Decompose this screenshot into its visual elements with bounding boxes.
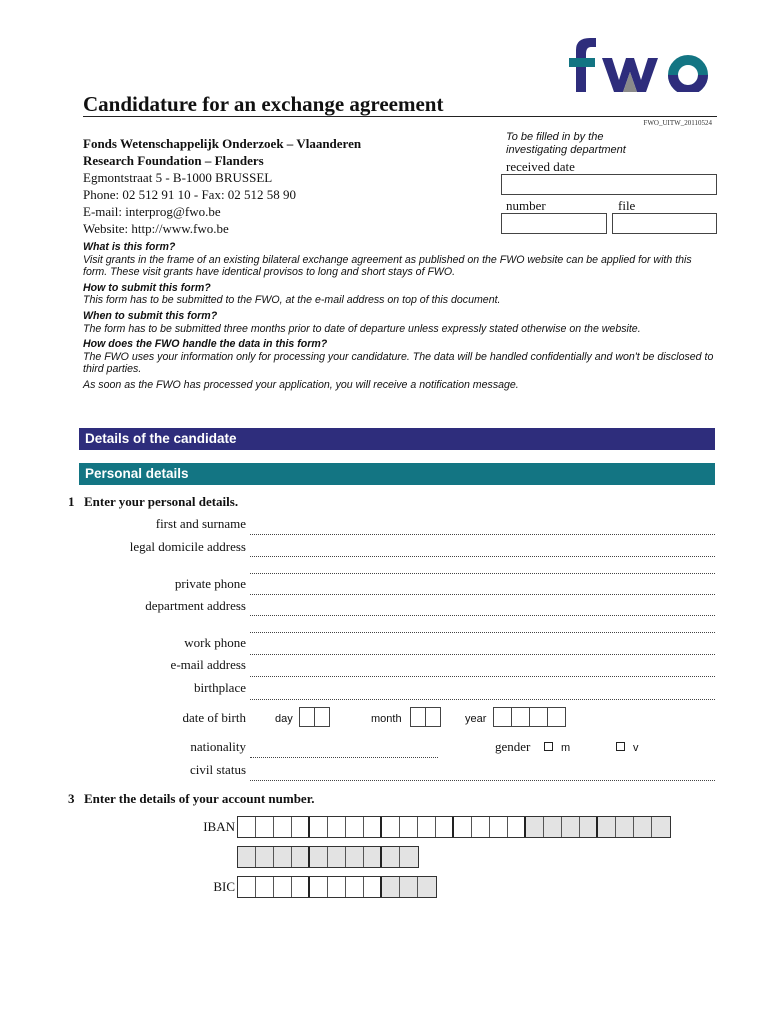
info-section [83, 241, 717, 392]
dob-cell[interactable] [299, 707, 315, 727]
iban-cell[interactable] [364, 847, 382, 867]
bic-cell[interactable] [418, 877, 436, 897]
fwo-logo [566, 34, 716, 92]
iban-cell[interactable] [400, 847, 418, 867]
iban-field[interactable] [237, 816, 671, 838]
org-phone-fax: Phone: 02 512 91 10 - Fax: 02 512 58 90 [83, 187, 297, 202]
form-code: FWO_UITW_20110524 [643, 119, 712, 127]
section-personal-header: Personal details [79, 463, 715, 485]
received-date-label: received date [506, 159, 575, 174]
bic-cell[interactable] [364, 877, 382, 897]
legal-address-field[interactable] [250, 556, 715, 557]
iban-cell[interactable] [364, 817, 382, 837]
iban-cell[interactable] [382, 817, 400, 837]
info-question: How does the FWO handle the data in this form? [83, 338, 328, 351]
email-label: e-mail address [170, 657, 246, 672]
dob-day-field[interactable] [299, 707, 330, 727]
bic-label: BIC [213, 879, 235, 894]
iban-cell[interactable] [652, 817, 670, 837]
name-label: first and surname [155, 516, 246, 531]
dob-cell[interactable] [493, 707, 512, 727]
org-email: E-mail: interprog@fwo.be [83, 204, 221, 219]
work-phone-label: work phone [184, 635, 246, 650]
iban-cell[interactable] [256, 847, 274, 867]
name-field[interactable] [250, 534, 715, 535]
iban-cell[interactable] [310, 847, 328, 867]
iban-cell[interactable] [274, 817, 292, 837]
dob-cell[interactable] [511, 707, 530, 727]
info-answer: Visit grants in the frame of an existing bilateral exchange agreement as published on the FWO website can be applied for with this form. These visit grants have identical provisos to long and short stays of FWO. [83, 253, 692, 279]
nationality-field[interactable] [250, 757, 438, 758]
birthplace-field[interactable] [250, 699, 715, 700]
work-phone-field[interactable] [250, 654, 715, 655]
dob-cell[interactable] [529, 707, 548, 727]
question-3-title: Enter the details of your account number. [84, 791, 315, 806]
iban-cell[interactable] [634, 817, 652, 837]
org-name-nl: Fonds Wetenschappelijk Onderzoek – Vlaanderen [83, 136, 362, 151]
question-1-number: 1 [68, 494, 75, 509]
number-label: number [506, 198, 546, 213]
legal-address-field-line2[interactable] [250, 573, 715, 574]
bic-cell[interactable] [328, 877, 346, 897]
birthplace-label: birthplace [194, 680, 246, 695]
iban-cell[interactable] [274, 847, 292, 867]
gender-label: gender [495, 739, 531, 754]
department-address-field-line2[interactable] [250, 632, 715, 633]
iban-cell[interactable] [544, 817, 562, 837]
iban-cell[interactable] [346, 847, 364, 867]
nationality-label: nationality [190, 739, 246, 754]
iban-cell[interactable] [418, 817, 436, 837]
question-3-number: 3 [68, 791, 75, 806]
info-answer: The form has to be submitted three months prior to date of departure unless expressly stated otherwise on the website. [83, 322, 641, 335]
bic-cell[interactable] [292, 877, 310, 897]
iban-field-line2[interactable] [237, 846, 419, 868]
bic-cell[interactable] [400, 877, 418, 897]
dob-cell[interactable] [425, 707, 441, 727]
bic-cell[interactable] [310, 877, 328, 897]
iban-cell[interactable] [238, 847, 256, 867]
legal-address-label: legal domicile address [129, 539, 246, 554]
dob-cell[interactable] [410, 707, 426, 727]
iban-cell[interactable] [580, 817, 598, 837]
info-answer: This form has to be submitted to the FWO, at the e-mail address on top of this document. [83, 294, 501, 307]
dob-cell[interactable] [547, 707, 566, 727]
iban-cell[interactable] [616, 817, 634, 837]
dob-month-label: month [371, 713, 402, 725]
iban-cell[interactable] [472, 817, 490, 837]
dob-day-label: day [275, 713, 293, 725]
dob-year-label: year [465, 713, 487, 725]
civil-status-label: civil status [190, 762, 246, 777]
email-field[interactable] [250, 676, 715, 677]
bic-cell[interactable] [274, 877, 292, 897]
bic-cell[interactable] [256, 877, 274, 897]
iban-cell[interactable] [346, 817, 364, 837]
iban-label: IBAN [203, 819, 235, 834]
iban-cell[interactable] [382, 847, 400, 867]
department-note: To be filled in by the investigating department [506, 131, 626, 156]
info-answer: The FWO uses your information only for processing your candidature. The data will be handled confidentially and won't be disclosed to third parties. [83, 350, 714, 376]
org-website: Website: http://www.fwo.be [83, 221, 229, 236]
dob-cell[interactable] [314, 707, 330, 727]
dob-year-field[interactable] [493, 707, 566, 727]
info-question: What is this form? [83, 241, 176, 253]
iban-cell[interactable] [436, 817, 454, 837]
private-phone-label: private phone [174, 576, 246, 591]
iban-cell[interactable] [562, 817, 580, 837]
bic-cell[interactable] [238, 877, 256, 897]
iban-cell[interactable] [292, 847, 310, 867]
iban-cell[interactable] [292, 817, 310, 837]
gender-m-label: m [561, 742, 571, 754]
iban-cell[interactable] [328, 847, 346, 867]
iban-cell[interactable] [256, 817, 274, 837]
received-date-field[interactable] [501, 174, 717, 195]
iban-cell[interactable] [238, 817, 256, 837]
gender-v-label: v [633, 742, 639, 754]
date-of-birth-label: date of birth [182, 710, 246, 725]
department-address-field[interactable] [250, 615, 715, 616]
bic-field[interactable] [237, 876, 437, 898]
iban-cell[interactable] [598, 817, 616, 837]
dob-month-field[interactable] [410, 707, 441, 727]
iban-cell[interactable] [454, 817, 472, 837]
gender-m-checkbox[interactable] [544, 742, 553, 751]
iban-cell[interactable] [328, 817, 346, 837]
iban-cell[interactable] [400, 817, 418, 837]
org-address: Egmontstraat 5 - B-1000 BRUSSEL [83, 170, 273, 185]
org-name-en: Research Foundation – Flanders [83, 153, 264, 168]
iban-cell[interactable] [490, 817, 508, 837]
private-phone-field[interactable] [250, 594, 715, 595]
iban-cell[interactable] [526, 817, 544, 837]
title-rule [83, 116, 717, 117]
department-address-label: department address [145, 598, 246, 613]
file-label: file [618, 198, 636, 213]
gender-v-checkbox[interactable] [616, 742, 625, 751]
question-1-title: Enter your personal details. [84, 494, 239, 509]
civil-status-field[interactable] [250, 780, 715, 781]
file-field[interactable] [612, 213, 717, 234]
iban-cell[interactable] [508, 817, 526, 837]
section-candidate-header: Details of the candidate [79, 428, 715, 450]
iban-cell[interactable] [310, 817, 328, 837]
info-question: When to submit this form? [83, 309, 218, 322]
info-question: How to submit this form? [83, 281, 211, 294]
form-title: Candidature for an exchange agreement [83, 92, 444, 116]
info-answer: As soon as the FWO has processed your application, you will receive a notification message. [83, 378, 519, 391]
bic-cell[interactable] [382, 877, 400, 897]
bic-cell[interactable] [346, 877, 364, 897]
number-field[interactable] [501, 213, 607, 234]
organisation-block [83, 135, 361, 237]
